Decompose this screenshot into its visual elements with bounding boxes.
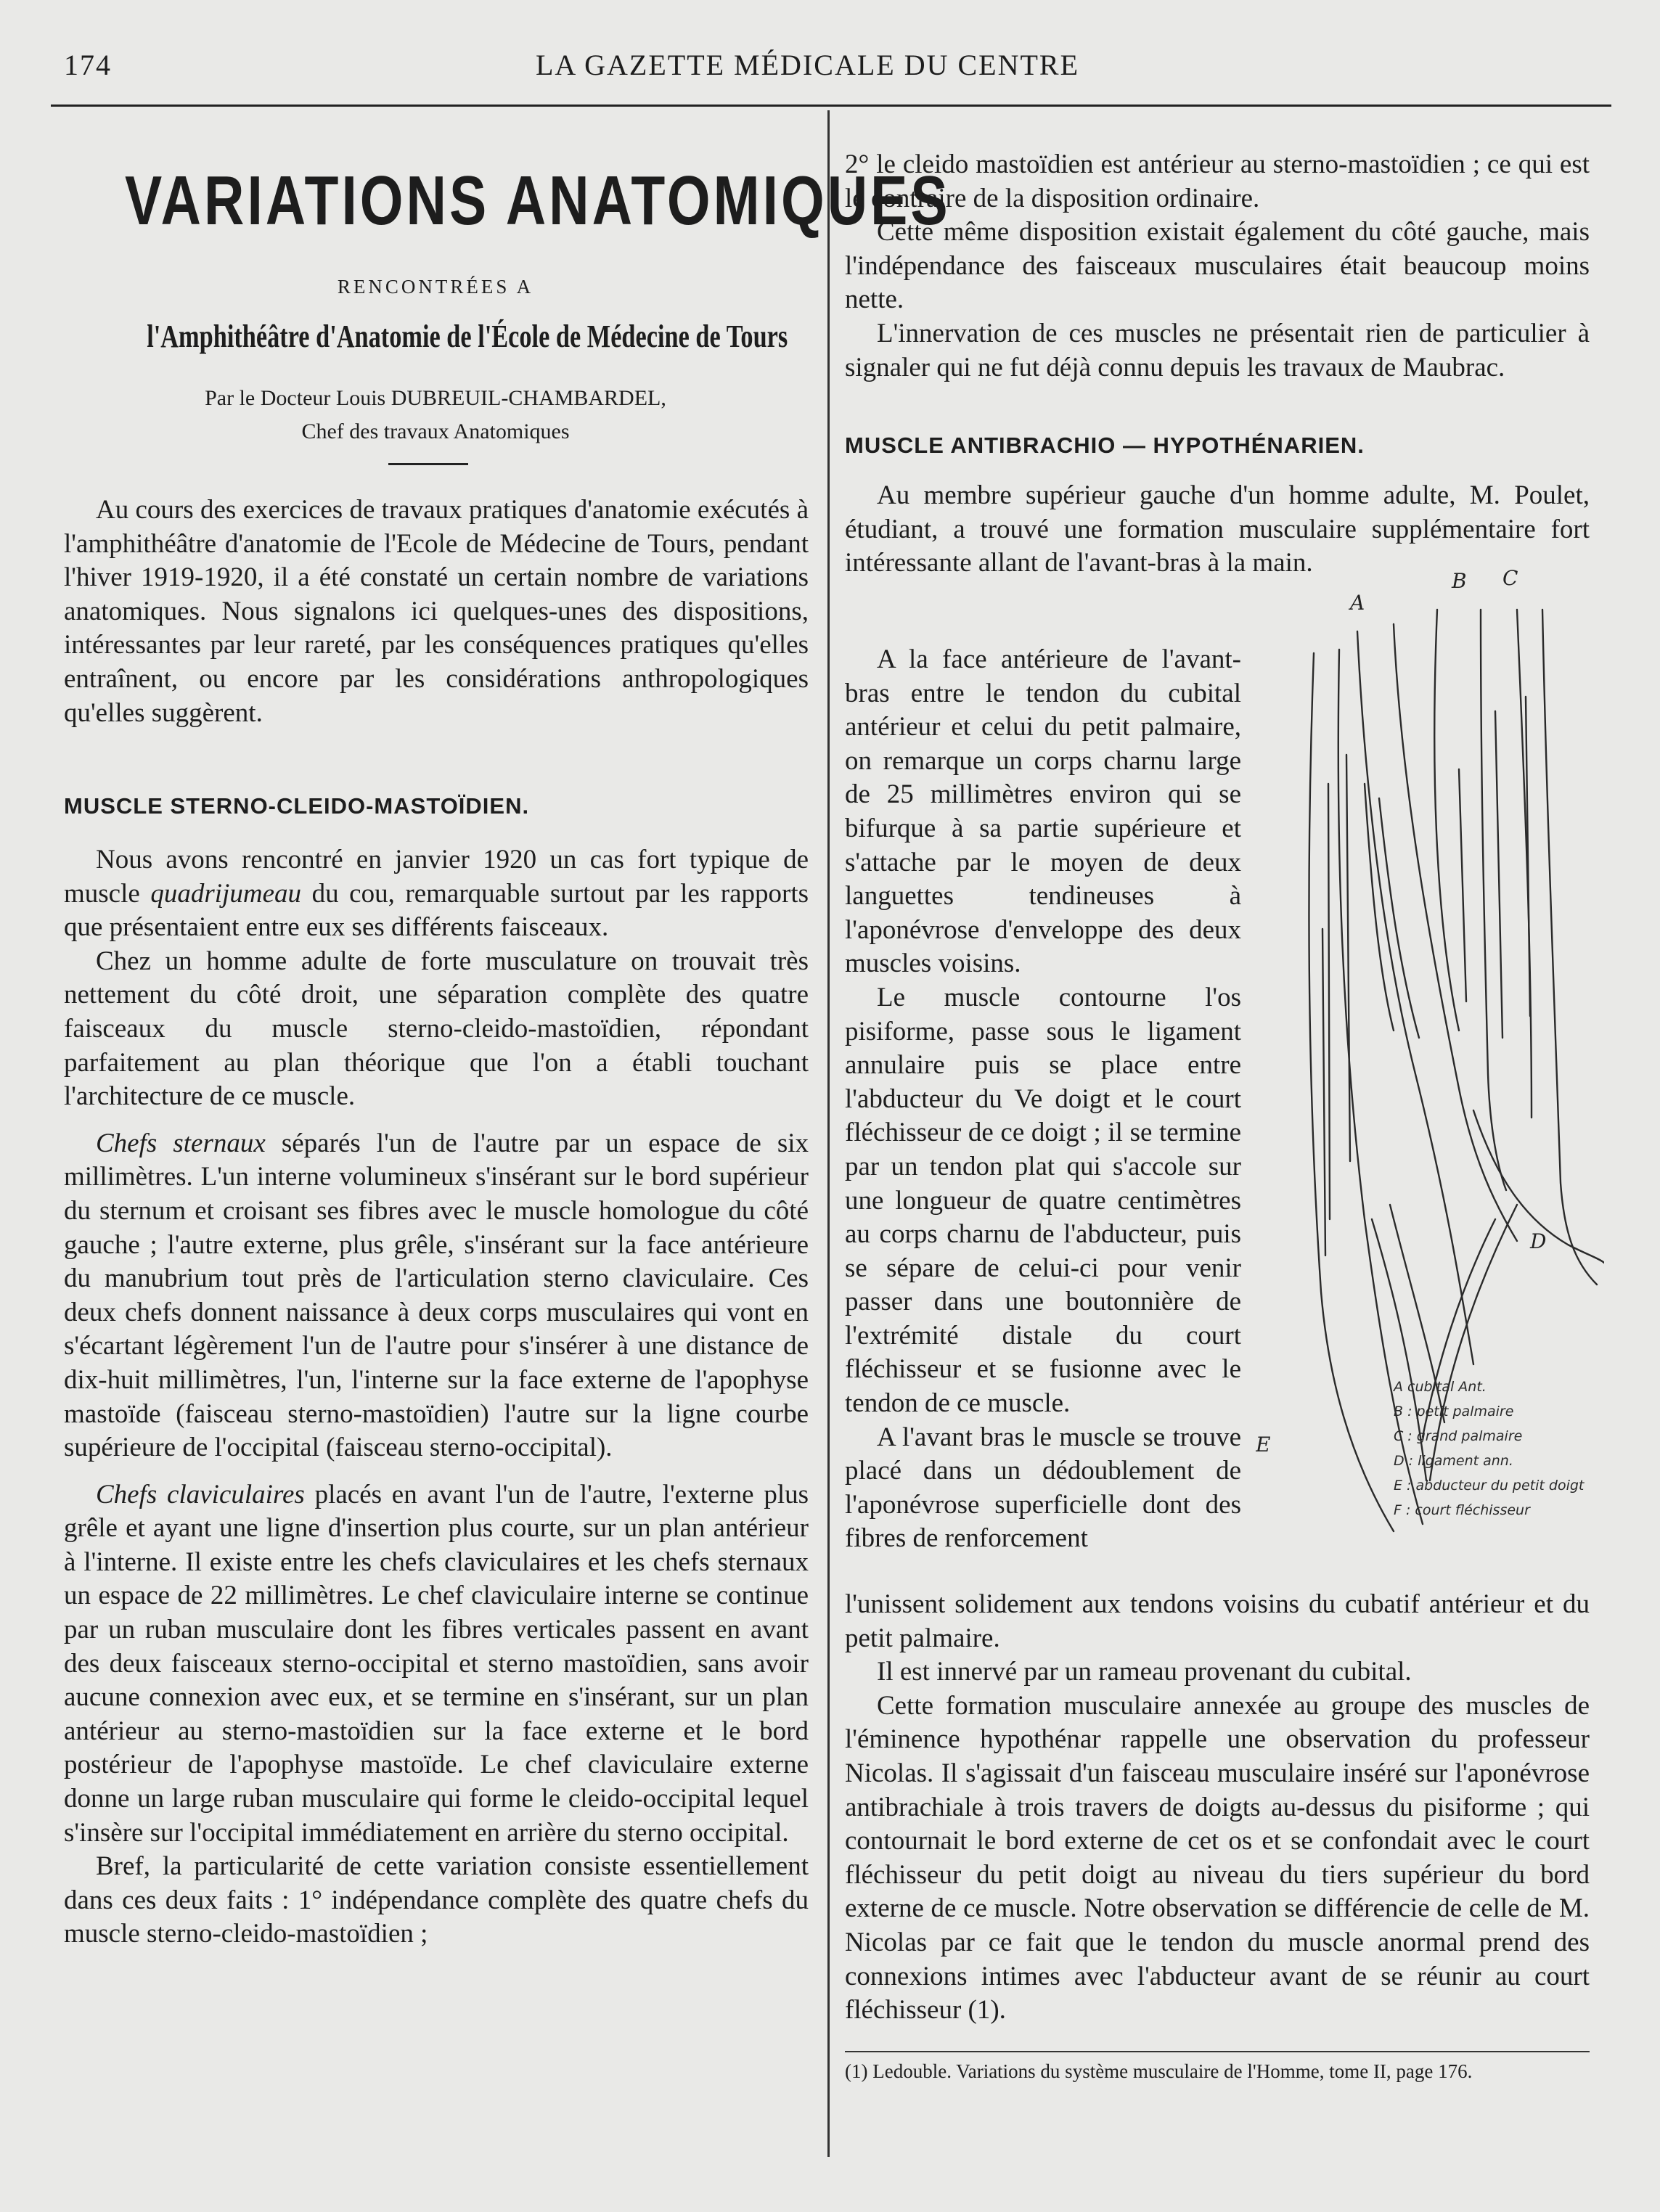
right-column-wrap-text bbox=[845, 643, 1241, 1556]
left-column-text bbox=[64, 843, 809, 1951]
paragraph: l'unissent solidement aux tendons voisins du cubatif antérieur et du petit palmaire. bbox=[845, 1589, 1590, 1653]
right-column-bottom bbox=[845, 1588, 1590, 2028]
section-title-sterno: MUSCLE STERNO-CLEIDO-MASTOÏDIEN. bbox=[64, 793, 530, 819]
paragraph: A l'avant bras le muscle se trouve placé dans un dédoublement de l'aponévrose superficielle dont des fibres de renforcement bbox=[845, 1422, 1241, 1554]
paragraph: L'innervation de ces muscles ne présentait rien de particulier à signaler qui ne fut déjà connu depuis les travaux de Maubrac. bbox=[845, 318, 1590, 382]
intro-paragraph: Au cours des exercices de travaux pratiques d'anatomie exécutés à l'amphithéâtre d'anatomie de l'Ecole de Médecine de Tours, pendant l'hiver 1919-1920, il a été constaté un certain nombre de variations anatomiques. Nous signalons ici quelques-unes des dispositions, intéressantes par leur rareté, par les conséquences pratiques qu'elles entraînent, ou encore par les considérations anthropologiques qu'elles suggèrent. bbox=[64, 495, 809, 728]
paragraph: Cette formation musculaire annexée au groupe des muscles de l'éminence hypothénar rappelle une observation du professeur Nicolas. Il s'agissait d'un faisceau musculaire inséré sur l'aponévrose antibrachiale à trois travers de doigts au-dessus du pisiforme ; qui contournait le bord externe de cet os et se confondait avec le court fléchisseur du petit doigt au niveau du tiers supérieur du bord externe de ce muscle. Notre observation se différencie de celle de M. Nicolas par ce fait que le tendon du muscle anormal prend des connexions intimes avec l'abducteur avant de se réunir au court fléchisseur (1). bbox=[845, 1690, 1590, 2025]
article-byline: Par le Docteur Louis DUBREUIL-CHAMBARDEL, bbox=[205, 386, 666, 410]
article-subtitle: RENCONTRÉES A bbox=[337, 276, 534, 298]
page-number: 174 bbox=[64, 49, 112, 81]
article-role: Chef des travaux Anatomiques bbox=[301, 419, 570, 443]
paragraph: Le muscle contourne l'os pisiforme, passe sous le ligament annulaire puis se place entre l'abducteur du Ve doigt et le court fléchisseur de ce doigt ; il se termine par un tendon plat qui s'accole sur une longueur de quatre centimètres au corps charnu de l'abducteur, puis se sépare de celui-ci pour venir passer dans une boutonnière de l'extrémité distale du court fléchisseur et se fusionne avec le tendon de ce muscle. bbox=[845, 982, 1241, 1419]
right-column-full-1 bbox=[845, 479, 1590, 581]
paragraph: Cette même disposition existait également du côté gauche, mais l'indépendance des faisceaux musculaires était beaucoup moins nette. bbox=[845, 217, 1590, 315]
paragraph: Au membre supérieur gauche d'un homme adulte, M. Poulet, étudiant, a trouvé une formation musculaire supplémentaire fort intéressante allant de l'avant-bras à la main. bbox=[845, 480, 1590, 578]
figure-legend bbox=[1394, 1379, 1597, 1518]
article-title: VARIATIONS ANATOMIQUES bbox=[125, 162, 951, 239]
footnote: (1) Ledouble. Variations du système musculaire de l'Homme, tome II, page 176. bbox=[845, 2060, 1473, 2082]
paragraph: Chefs claviculaires placés en avant l'un de l'autre, l'externe plus grêle et ayant une ligne d'insertion plus courte, sur un plan antérieur à l'interne. Il existe entre les chefs claviculaires et les chefs sternaux un espace de 22 millimètres. Le chef claviculaire interne se continue par un ruban musculaire dont les fibres verticales passent en avant des deux faisceaux sterno-occipital et sterno mastoïdien, sans avoir aucune connexion avec eux, et se termine en s'insérant, sur un plan antérieur au sterno-mastoïdien sur la face externe et le bord postérieur de l'apophyse mastoïde. Le chef claviculaire externe donne un large ruban musculaire qui forme le cleido-occipital lequel s'insère sur l'occipital immédiatement en arrière du sterno occipital. bbox=[64, 1479, 809, 1848]
paragraph: Nous avons rencontré en janvier 1920 un cas fort typique de muscle quadrijumeau du cou, remarquable surtout par les rapports que présentaient entre eux ses différents faisceaux. bbox=[64, 845, 809, 943]
paragraph: Chez un homme adulte de forte musculature on trouvait très nettement du côté droit, une séparation complète des quatre faisceaux du muscle sterno-cleido-mastoïdien, répondant parfaitement au plan théorique que l'on a établi touchant l'architecture de ce muscle. bbox=[64, 946, 809, 1112]
legend-item: E : abducteur du petit doigt bbox=[1394, 1478, 1585, 1494]
paragraph: A la face antérieure de l'avant-bras entre le tendon du cubital antérieur et celui du petit palmaire, on remarque un corps charnu large de 25 millimètres environ qui se bifurque à sa partie supérieure et s'attache par le moyen de deux languettes tendineuses à l'aponévrose d'enveloppe des deux muscles voisins. bbox=[845, 644, 1241, 979]
left-column-intro bbox=[64, 493, 809, 730]
column-divider bbox=[827, 110, 830, 2157]
figure-label-a: A bbox=[1350, 591, 1365, 615]
figure-label-d: D bbox=[1530, 1229, 1547, 1253]
figure-label-e: E bbox=[1256, 1433, 1271, 1457]
legend-item: D : ligament ann. bbox=[1394, 1453, 1513, 1469]
paragraph: 2° le cleido mastoïdien est antérieur au sterno-mastoïdien ; ce qui est le contraire de la disposition ordinaire. bbox=[845, 149, 1590, 213]
paragraph: Chefs sternaux séparés l'un de l'autre par un espace de six millimètres. L'un interne volumineux s'insérant sur le bord supérieur du sternum et croisant ses fibres avec le muscle homologue du côté gauche ; l'autre externe, plus grêle, s'insérant sur la face antérieure du manubrium tout près de l'articulation sterno claviculaire. Ces deux chefs donnent naissance à deux corps musculaires qui vont en s'écartant légèrement l'un de l'autre pour s'insérer à une distance de dix-huit millimètres, l'un, l'interne sur la face externe de l'apophyse mastoïde (faisceau sterno-mastoïdien) l'autre sur la ligne courbe supérieure de l'occipital (faisceau sterno-occipital). bbox=[64, 1128, 809, 1463]
title-rule bbox=[388, 463, 468, 465]
header-rule bbox=[51, 105, 1611, 107]
paragraph: Bref, la particularité de cette variation consiste essentiellement dans ces deux faits : 1° indépendance complète des quatre chefs du muscle sterno-cleido-mastoïdien ; bbox=[64, 1851, 809, 1949]
article-place: l'Amphithéâtre d'Anatomie de l'École de Médecine de Tours bbox=[147, 319, 788, 354]
legend-item: B : petit palmaire bbox=[1394, 1404, 1514, 1420]
section-title-antibrachio: MUSCLE ANTIBRACHIO — HYPOTHÉNARIEN. bbox=[845, 433, 1365, 458]
figure-label-b: B bbox=[1452, 569, 1467, 593]
right-column-top bbox=[845, 148, 1590, 385]
legend-item: C : grand palmaire bbox=[1394, 1428, 1523, 1444]
legend-item: F : court fléchisseur bbox=[1394, 1502, 1530, 1518]
journal-title: LA GAZETTE MÉDICALE DU CENTRE bbox=[536, 49, 1080, 81]
paragraph: Il est innervé par un rameau provenant du cubital. bbox=[877, 1657, 1412, 1687]
footnote-rule bbox=[845, 2051, 1590, 2052]
figure-label-c: C bbox=[1502, 566, 1518, 590]
legend-item: A cubital Ant. bbox=[1394, 1379, 1487, 1395]
